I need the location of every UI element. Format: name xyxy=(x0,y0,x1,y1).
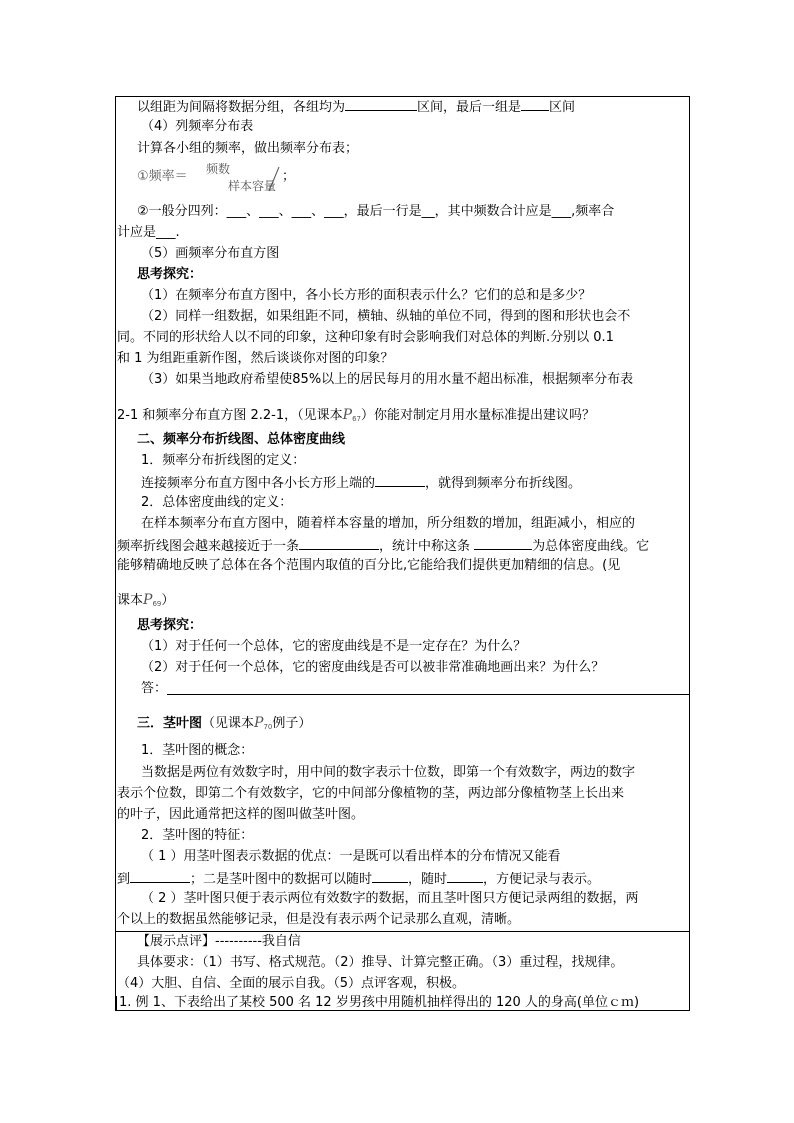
text-line-17 xyxy=(141,473,581,493)
text: 连接频率分布直方图中各小长方形上端的 xyxy=(141,476,376,491)
text-line-21: 能够精确地反映了总体在各个范围内取值的百分比,它能给我们提供更加精细的信息。(见 xyxy=(117,558,621,573)
page-subscript: 70 xyxy=(263,723,273,731)
text: 区间，最后一组是 xyxy=(417,100,522,115)
text: 频率折线图会越来越接近于一条 xyxy=(117,539,300,554)
text-line-40: 1. 例 1、下表给出了某校 500 名 12 岁男孩中用随机抽样得出的 120 人的身高(单位ｃｍ) xyxy=(119,995,640,1010)
text-line-5: ②一般分四列：___、___、___、___，最后一行是__，其中频数合计应是___,频率合 xyxy=(137,204,615,219)
fill-blank[interactable] xyxy=(447,869,483,883)
left-marker xyxy=(115,996,117,1010)
text: 区间 xyxy=(549,100,576,115)
fill-blank[interactable] xyxy=(130,869,190,883)
page-subscript: 69 xyxy=(152,600,162,608)
text: （见课本 xyxy=(202,716,255,731)
text: 2-1 和频率分布直方图 2.2-1，（见课本 xyxy=(117,408,343,423)
section-heading-think: 思考探究： xyxy=(137,267,203,282)
text-line-9: （1）在频率分布直方图中，各小长方形的面积表示什么？它们的总和是多少？ xyxy=(141,288,592,303)
text-line-39: （4）大胆、自信、全面的展示自我。（5）点评客观，积极。 xyxy=(117,976,466,991)
text-line-18: 2．总体密度曲线的定义： xyxy=(141,495,293,510)
text-line-13: （3）如果当地政府希望使85%以上的居民每月的用水量不超出标准，根据频率分布表 xyxy=(141,372,634,387)
text-line-28: 1．茎叶图的概念： xyxy=(141,743,254,758)
text-line-16: 1．频率分布折线图的定义： xyxy=(141,453,306,468)
section-heading-3 xyxy=(137,714,311,736)
text-line-1 xyxy=(137,97,575,117)
page-variable: P xyxy=(342,407,353,423)
text-line-25: （2）对于任何一个总体，它的密度曲线是否可以被非常准确地画出来？为什么？ xyxy=(141,660,605,675)
text-line-7: （5）画频率分布直方图 xyxy=(141,246,280,261)
text-line-34 xyxy=(117,869,600,889)
text: ，方便记录与表示。 xyxy=(483,872,601,887)
text-line-22 xyxy=(117,591,174,613)
page-variable: P xyxy=(254,715,264,731)
text-line-12: 和 1 为组距重新作图，然后谈谈你对图的印象？ xyxy=(117,351,394,366)
fill-blank[interactable] xyxy=(474,536,532,550)
section-heading-2: 二、频率分布折线图、总体密度曲线 xyxy=(137,432,346,447)
text-line-19: 在样本频率分布直方图中，随着样本容量的增加，所分组数的增加，组距减小，相应的 xyxy=(141,516,636,531)
text: 到 xyxy=(117,872,131,887)
text-line-6: 计应是___. xyxy=(117,225,180,240)
text-line-20 xyxy=(117,536,649,556)
text: 以组距为间隔将数据分组，各组均为 xyxy=(137,100,346,115)
text-line-2: （4）列频率分布表 xyxy=(141,119,254,134)
text-line-11: 同。不同的形状给人以不同的印象，这种印象有时会影响我们对总体的判断.分别以 0.1 xyxy=(117,330,614,345)
text-line-3: 计算各小组的频率，做出频率分布表； xyxy=(137,141,359,156)
formula-numerator: 频数 xyxy=(206,162,231,176)
text: ，就得到频率分布折线图。 xyxy=(425,476,582,491)
text-line-30: 表示个位数，即第二个有效数字，它的中间部分像植物的茎，两边部分像植物茎上长出来 xyxy=(117,786,625,801)
fill-blank[interactable] xyxy=(375,473,425,487)
text-line-31: 的叶子，因此通常把这样的图叫做茎叶图。 xyxy=(117,807,365,822)
text-line-14 xyxy=(117,406,595,428)
text-line-36: 个以上的数据虽然能够记录，但是没有表示两个记录那么直观，清晰。 xyxy=(117,912,521,927)
text: 为总体密度曲线。它 xyxy=(532,539,650,554)
text-line-35: （ 2 ）茎叶图只便于表示两位有效数字的数据，而且茎叶图只方便记录两组的数据，两 xyxy=(141,891,639,906)
text-line-10: （2）同样一组数据，如果组距不同，横轴、纵轴的单位不同，得到的图和形状也会不 xyxy=(141,309,631,324)
text: ）你能对制定月用水量标准提出建议吗？ xyxy=(360,408,595,423)
text: ；二是茎叶图中的数据可以随时 xyxy=(190,872,373,887)
fill-blank[interactable] xyxy=(345,97,417,111)
text: 课本 xyxy=(117,593,144,608)
text-line-38: 具体要求：（1）书写、格式规范。（2）推导、计算完整正确。（3）重过程，找规律。 xyxy=(137,955,624,970)
section-heading-think-2: 思考探究： xyxy=(137,618,203,633)
text: ，随时 xyxy=(408,872,448,887)
answer-label: 答： xyxy=(141,681,168,696)
text: ，统计中称这条 xyxy=(379,539,471,554)
text: 例子） xyxy=(272,716,312,731)
fill-blank[interactable] xyxy=(299,536,379,550)
page-variable: P xyxy=(143,592,153,608)
text-line-24: （1）对于任何一个总体，它的密度曲线是不是一定存在？为什么？ xyxy=(141,639,527,654)
page-subscript: 67 xyxy=(352,415,361,423)
section-heading-display: 【展示点评】----------我自信 xyxy=(137,934,301,949)
answer-line[interactable] xyxy=(167,694,689,695)
text: 三．茎叶图 xyxy=(137,716,203,731)
formula-prefix: ①频率＝ xyxy=(137,169,188,184)
text: ） xyxy=(161,593,175,608)
text-line-33: （ 1 ）用茎叶图表示数据的优点：一是既可以看出样本的分布情况又能看 xyxy=(141,849,561,864)
fill-blank[interactable] xyxy=(372,869,408,883)
fill-blank[interactable] xyxy=(521,97,549,111)
formula-suffix: ； xyxy=(282,169,296,184)
formula-denominator: 样本容量 xyxy=(228,179,277,193)
row-divider xyxy=(115,931,690,932)
text-line-29: 当数据是两位有效数字时，用中间的数字表示十位数，即第一个有效数字，两边的数字 xyxy=(141,765,636,780)
text-line-32: 2．茎叶图的特征： xyxy=(141,828,254,843)
